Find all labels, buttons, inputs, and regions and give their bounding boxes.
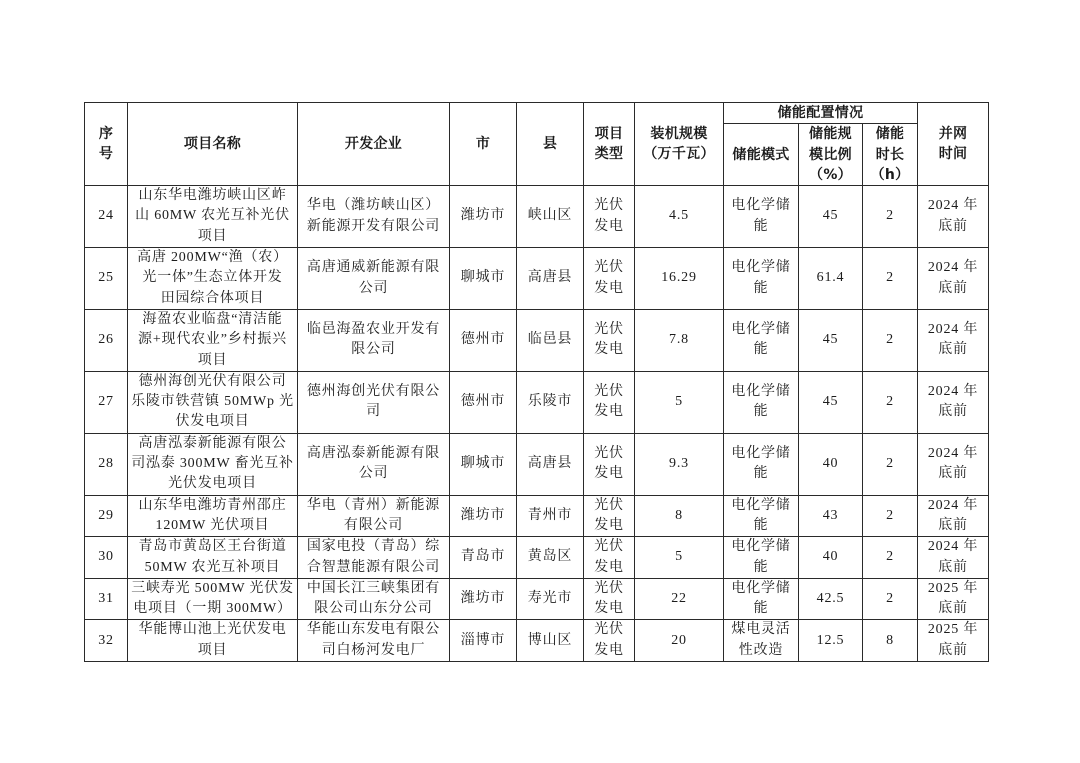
cell-storage-ratio: 12.5 [799, 620, 863, 662]
cell-developer [298, 309, 450, 371]
table-body [85, 186, 989, 662]
table-row [85, 495, 989, 537]
cell-capacity: 20 [635, 620, 724, 662]
cell-grid-time [918, 248, 989, 310]
cell-project-type-line: 发电 [594, 466, 624, 482]
table-row [85, 186, 989, 248]
cell-project-name-line: 项目 [197, 352, 228, 368]
cell-county: 高唐县 [517, 248, 584, 310]
cell-storage-ratio: 45 [799, 186, 863, 248]
cell-project-name [128, 495, 298, 537]
cell-project-name-line: 光伏发电项目 [168, 476, 257, 492]
cell-grid-time-line: 2024 年 [927, 260, 979, 276]
cell-project-name-line: 光一体”生态立体开发 [142, 270, 283, 286]
cell-county: 高唐县 [517, 433, 584, 495]
cell-storage-mode [724, 371, 799, 433]
cell-storage-ratio: 45 [799, 371, 863, 433]
cell-storage-mode-line: 电化学储 [731, 539, 791, 555]
header-project-name: 项目名称 [128, 103, 298, 186]
cell-serial-no: 32 [85, 620, 128, 662]
cell-grid-time-line: 2024 年 [927, 445, 979, 461]
cell-developer [298, 537, 450, 579]
cell-serial-no: 29 [85, 495, 128, 537]
cell-project-name-line: 乐陵市铁营镇 50MWp 光 [131, 394, 294, 410]
cell-city: 青岛市 [450, 537, 517, 579]
cell-grid-time-line: 底前 [938, 517, 968, 533]
cell-serial-no: 26 [85, 309, 128, 371]
cell-project-type-line: 光伏 [594, 322, 624, 338]
cell-project-name-line: 高唐泓泰新能源有限公 [138, 435, 287, 451]
header-capacity [635, 103, 724, 186]
cell-grid-time-line: 底前 [938, 218, 968, 234]
table-row [85, 578, 989, 620]
cell-project-type-line: 发电 [594, 404, 624, 420]
cell-grid-time [918, 578, 989, 620]
cell-project-type [584, 537, 635, 579]
cell-county: 乐陵市 [517, 371, 584, 433]
table-row [85, 248, 989, 310]
cell-storage-ratio: 40 [799, 537, 863, 579]
cell-project-type [584, 620, 635, 662]
cell-city: 淄博市 [450, 620, 517, 662]
cell-storage-mode [724, 186, 799, 248]
cell-grid-time-line: 底前 [938, 342, 968, 358]
table-row [85, 309, 989, 371]
cell-storage-mode [724, 578, 799, 620]
cell-project-type-line: 光伏 [594, 445, 624, 461]
header-storage-ratio [799, 124, 863, 186]
cell-grid-time [918, 495, 989, 537]
cell-storage-mode [724, 248, 799, 310]
cell-grid-time [918, 186, 989, 248]
header-storage-mode: 储能模式 [724, 124, 799, 186]
cell-project-type-line: 光伏 [594, 260, 624, 276]
cell-project-type-line: 光伏 [594, 198, 624, 214]
cell-developer-line: 限公司山东分公司 [314, 601, 433, 617]
cell-grid-time [918, 620, 989, 662]
cell-grid-time-line: 2025 年 [927, 580, 979, 596]
cell-storage-duration: 2 [863, 309, 918, 371]
cell-storage-mode-line: 能 [753, 280, 769, 296]
header-line: 储能 [875, 126, 905, 143]
header-county: 县 [517, 103, 584, 186]
header-grid-time [918, 103, 989, 186]
cell-developer [298, 186, 450, 248]
cell-storage-mode [724, 537, 799, 579]
cell-project-type-line: 光伏 [594, 384, 624, 399]
cell-project-type [584, 578, 635, 620]
cell-storage-mode-line: 能 [753, 601, 769, 617]
cell-developer-line: 中国长江三峡集团有 [306, 580, 441, 596]
cell-county: 临邑县 [517, 309, 584, 371]
cell-storage-mode [724, 495, 799, 537]
cell-city: 德州市 [450, 309, 517, 371]
cell-storage-mode-line: 能 [753, 517, 769, 533]
cell-project-name-line: 田园综合体项目 [160, 290, 265, 306]
cell-grid-time-line: 底前 [938, 559, 968, 575]
cell-developer-line: 公司 [358, 280, 389, 296]
cell-grid-time-line: 2024 年 [927, 539, 979, 555]
cell-developer-line: 公司 [358, 466, 389, 482]
cell-grid-time-line: 2024 年 [927, 322, 979, 338]
cell-project-name-line: 德州海创光伏有限公司 [138, 373, 287, 389]
cell-storage-mode-line: 能 [753, 466, 769, 482]
cell-developer-line: 德州海创光伏有限公 [306, 384, 441, 399]
cell-project-type-line: 发电 [594, 280, 624, 296]
cell-grid-time-line: 2024 年 [927, 198, 979, 214]
header-line: 时间 [938, 146, 968, 163]
cell-storage-duration: 2 [863, 371, 918, 433]
cell-serial-no: 28 [85, 433, 128, 495]
header-line: 模比例 [809, 146, 852, 163]
header-row [85, 103, 989, 124]
cell-capacity: 9.3 [635, 433, 724, 495]
cell-developer [298, 433, 450, 495]
cell-project-type-line: 发电 [594, 342, 624, 358]
cell-project-name [128, 620, 298, 662]
cell-county: 黄岛区 [517, 537, 584, 579]
cell-project-type [584, 433, 635, 495]
cell-developer-line: 高唐通威新能源有限 [306, 260, 441, 276]
cell-project-name-line: 50MW 农光互补项目 [144, 559, 281, 575]
cell-developer-line: 华电（青州）新能源 [306, 497, 441, 513]
cell-project-name-line: 山 60MW 农光互补光伏 [135, 208, 290, 224]
cell-developer [298, 371, 450, 433]
cell-grid-time-line: 2024 年 [927, 384, 979, 399]
table-row [85, 371, 989, 433]
cell-storage-duration: 2 [863, 248, 918, 310]
cell-city: 潍坊市 [450, 495, 517, 537]
cell-storage-duration: 2 [863, 433, 918, 495]
cell-storage-mode-line: 电化学储 [731, 384, 791, 399]
cell-developer [298, 495, 450, 537]
cell-grid-time-line: 底前 [938, 601, 968, 617]
cell-capacity: 8 [635, 495, 724, 537]
table-row [85, 620, 989, 662]
cell-developer [298, 620, 450, 662]
header-storage-group: 储能配置情况 [724, 103, 918, 124]
cell-project-type [584, 309, 635, 371]
cell-storage-mode-line: 能 [753, 404, 769, 420]
cell-city: 潍坊市 [450, 186, 517, 248]
cell-grid-time-line: 2025 年 [927, 622, 979, 638]
cell-project-type-line: 发电 [594, 218, 624, 234]
cell-storage-mode-line: 煤电灵活 [731, 622, 791, 638]
project-table [84, 102, 989, 662]
cell-city: 潍坊市 [450, 578, 517, 620]
header-city: 市 [450, 103, 517, 186]
cell-storage-mode [724, 620, 799, 662]
header-line: （%） [809, 166, 852, 183]
header-project-type [584, 103, 635, 186]
cell-developer-line: 司 [366, 404, 381, 420]
cell-project-name [128, 309, 298, 371]
cell-storage-mode-line: 性改造 [738, 642, 784, 658]
cell-project-name-line: 120MW 光伏项目 [155, 517, 270, 533]
cell-storage-mode-line: 能 [753, 218, 769, 234]
cell-project-type-line: 发电 [594, 517, 624, 533]
cell-capacity: 4.5 [635, 186, 724, 248]
cell-project-name [128, 371, 298, 433]
cell-developer-line: 合智慧能源有限公司 [306, 559, 441, 575]
cell-project-name-line: 电项目（一期 300MW） [133, 601, 292, 617]
cell-grid-time-line: 底前 [938, 466, 968, 482]
cell-project-name-line: 山东华电潍坊青州邵庄 [138, 497, 287, 513]
cell-storage-mode-line: 电化学储 [731, 198, 791, 214]
cell-grid-time-line: 底前 [938, 642, 968, 658]
cell-storage-duration: 2 [863, 186, 918, 248]
cell-project-name [128, 186, 298, 248]
cell-grid-time [918, 371, 989, 433]
cell-project-name-line: 源+现代农业”乡村振兴 [138, 332, 287, 348]
cell-county: 峡山区 [517, 186, 584, 248]
cell-capacity: 22 [635, 578, 724, 620]
cell-storage-mode-line: 能 [753, 559, 769, 575]
cell-grid-time-line: 底前 [938, 404, 968, 420]
cell-project-name [128, 433, 298, 495]
cell-developer-line: 华能山东发电有限公 [306, 622, 441, 638]
cell-project-type-line: 发电 [594, 642, 624, 658]
cell-capacity: 7.8 [635, 309, 724, 371]
cell-developer [298, 578, 450, 620]
cell-project-type-line: 发电 [594, 559, 624, 575]
cell-serial-no: 30 [85, 537, 128, 579]
cell-storage-duration: 2 [863, 578, 918, 620]
cell-grid-time-line: 底前 [938, 280, 968, 296]
header-line: 类型 [594, 146, 624, 163]
cell-project-type-line: 光伏 [594, 622, 624, 638]
cell-county: 寿光市 [517, 578, 584, 620]
cell-grid-time [918, 309, 989, 371]
cell-project-name-line: 三峡寿光 500MW 光伏发 [131, 580, 294, 596]
cell-project-name-line: 海盈农业临盘“清洁能 [142, 311, 283, 327]
cell-storage-mode-line: 电化学储 [731, 260, 791, 276]
cell-project-type-line: 光伏 [594, 580, 624, 596]
cell-storage-ratio: 42.5 [799, 578, 863, 620]
header-line: 号 [98, 146, 114, 163]
cell-city: 聊城市 [450, 248, 517, 310]
cell-storage-mode-line: 电化学储 [731, 445, 791, 461]
cell-developer-line: 司白杨河发电厂 [321, 642, 426, 658]
cell-storage-mode [724, 309, 799, 371]
cell-grid-time [918, 537, 989, 579]
cell-grid-time-line: 2024 年 [927, 497, 979, 513]
cell-developer-line: 高唐泓泰新能源有限 [306, 445, 441, 461]
table-row [85, 537, 989, 579]
header-line: 序 [98, 125, 114, 142]
cell-project-name-line: 伏发电项目 [175, 414, 250, 430]
cell-grid-time [918, 433, 989, 495]
cell-serial-no: 24 [85, 186, 128, 248]
header-line: 项目 [594, 125, 624, 142]
cell-project-name [128, 248, 298, 310]
cell-project-type [584, 495, 635, 537]
cell-storage-mode-line: 电化学储 [731, 497, 791, 513]
cell-storage-ratio: 45 [799, 309, 863, 371]
cell-developer-line: 新能源开发有限公司 [306, 218, 441, 234]
cell-project-name-line: 项目 [197, 228, 228, 244]
cell-storage-ratio: 43 [799, 495, 863, 537]
cell-project-type [584, 186, 635, 248]
cell-project-name-line: 山东华电潍坊峡山区岞 [138, 188, 287, 204]
cell-capacity: 16.29 [635, 248, 724, 310]
cell-county: 青州市 [517, 495, 584, 537]
cell-developer-line: 限公司 [351, 342, 396, 358]
cell-project-type-line: 发电 [594, 601, 624, 617]
cell-project-type [584, 248, 635, 310]
cell-storage-duration: 2 [863, 537, 918, 579]
cell-developer-line: 华电（潍坊峡山区） [306, 198, 441, 214]
cell-capacity: 5 [635, 371, 724, 433]
cell-storage-mode [724, 433, 799, 495]
header-developer: 开发企业 [298, 103, 450, 186]
cell-city: 德州市 [450, 371, 517, 433]
cell-serial-no: 31 [85, 578, 128, 620]
cell-developer-line: 有限公司 [343, 517, 404, 533]
cell-developer [298, 248, 450, 310]
cell-storage-ratio: 40 [799, 433, 863, 495]
cell-storage-mode-line: 电化学储 [731, 580, 791, 596]
cell-project-name-line: 华能博山池上光伏发电 [138, 622, 287, 638]
cell-serial-no: 27 [85, 371, 128, 433]
cell-project-name-line: 司泓泰 300MW 畜光互补 [131, 456, 294, 472]
header-line: （万千瓦） [643, 146, 715, 163]
cell-project-name-line: 青岛市黄岛区王台街道 [138, 539, 287, 555]
cell-project-name [128, 537, 298, 579]
table-row [85, 433, 989, 495]
cell-project-name [128, 578, 298, 620]
cell-city: 聊城市 [450, 433, 517, 495]
cell-project-type-line: 光伏 [594, 497, 624, 513]
cell-project-type [584, 371, 635, 433]
cell-serial-no: 25 [85, 248, 128, 310]
header-line: （h） [870, 166, 910, 183]
cell-project-name-line: 高唐 200MW“渔（农） [137, 250, 288, 266]
header-line: 并网 [938, 125, 968, 142]
cell-storage-duration: 2 [863, 495, 918, 537]
cell-developer-line: 国家电投（青岛）综 [306, 539, 441, 555]
cell-storage-mode-line: 电化学储 [731, 322, 791, 338]
table-header [85, 103, 989, 186]
cell-project-name-line: 项目 [197, 642, 228, 658]
cell-county: 博山区 [517, 620, 584, 662]
cell-project-type-line: 光伏 [594, 539, 624, 555]
header-line: 储能规 [809, 126, 852, 143]
cell-storage-duration: 8 [863, 620, 918, 662]
cell-capacity: 5 [635, 537, 724, 579]
cell-developer-line: 临邑海盈农业开发有 [306, 322, 441, 338]
header-line: 装机规模 [650, 125, 708, 142]
header-serial-no [85, 103, 128, 186]
cell-storage-ratio: 61.4 [799, 248, 863, 310]
header-line: 时长 [875, 146, 905, 163]
header-storage-duration [863, 124, 918, 186]
cell-storage-mode-line: 能 [753, 342, 769, 358]
